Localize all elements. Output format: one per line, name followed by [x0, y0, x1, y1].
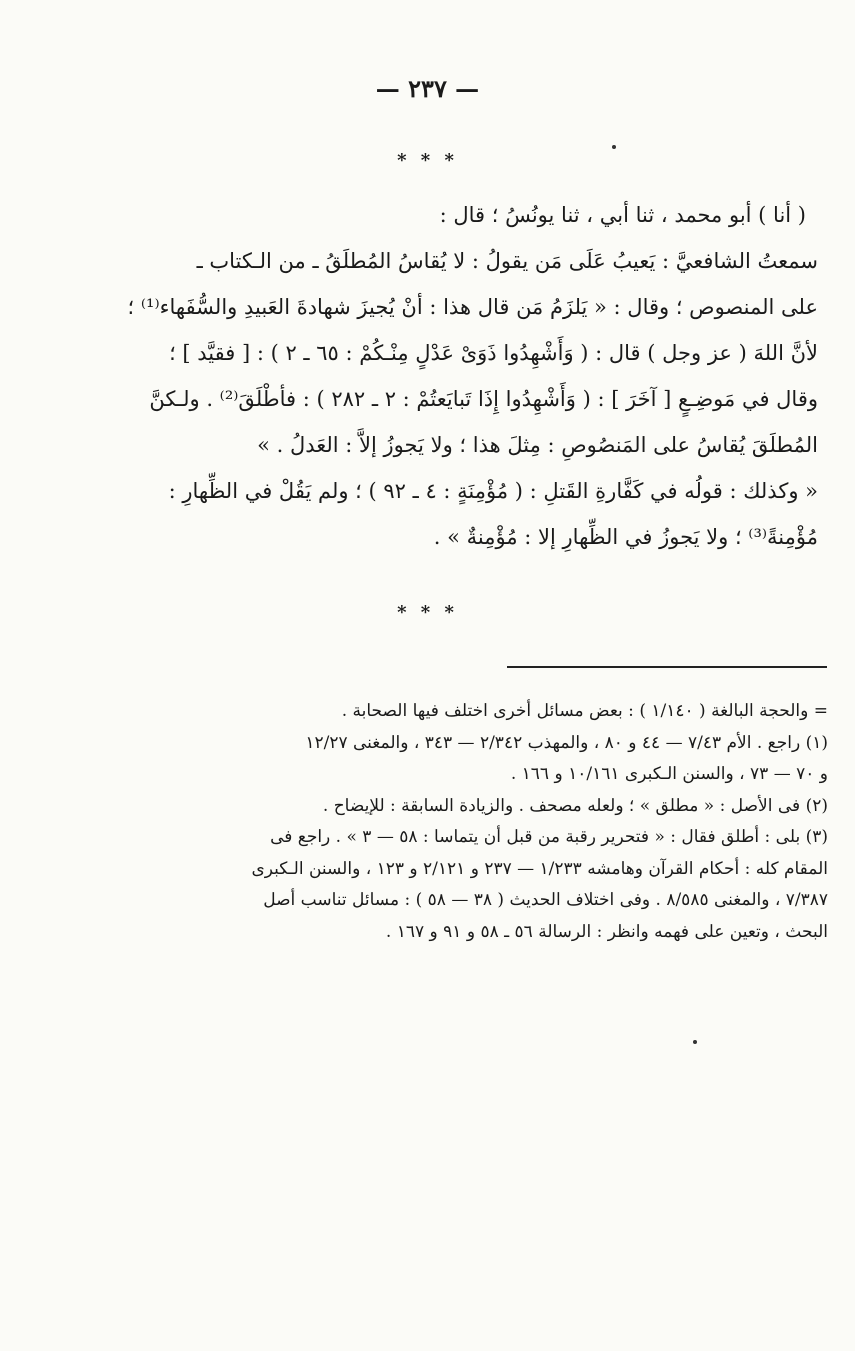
text-line: مُؤْمِنةً⁽³⁾ ؛ ولا يَجوزُ في الظِّهارِ إلا : مُؤْمِنةٌ » . [433, 525, 818, 549]
section-separator: * * * [397, 150, 458, 171]
footnote-line: = والحجة البالغة ( ١/١٤٠ ) : بعض مسائل أخرى اختلف فيها الصحابة . [341, 701, 828, 721]
text-line: « وكذلك : قولُه في كَفَّارةِ القَتلِ : ( مُؤْمِنَةٍ : ٤ ـ ٩٢ ) ؛ ولم يَقُلْ في الظِّهارِ : [168, 479, 818, 503]
page-number: — ٢٣٧ — [375, 74, 480, 103]
footnote-line: المقام كله : أحكام القرآن وهامشه ١/٢٣٣ — ٢٣٧ و ٢/١٢١ و ١٢٣ ، والسنن الـكبرى [251, 858, 828, 879]
text-line: المُطلَقَ يُقاسُ على المَنصُوصِ : مِثلَ هذا ؛ ولا يَجوزُ إلاَّ : العَدلُ . » [257, 433, 818, 457]
footnote-line: (١) راجع . الأم ٧/٤٣ — ٤٤ و ٨٠ ، والمهذب ٢/٣٤٢ — ٣٤٣ ، والمغنى ١٢/٢٧ [305, 732, 828, 753]
text-line: وقال في مَوضِـعٍ [ آخَرَ ] : ( وَأَشْهِدُوا إِذَا تَبايَعتُمْ : ٢ ـ ٢٨٢ ) : فأطْلَقَ⁽²⁾ . ولـكنَّ [149, 387, 818, 411]
section-separator: * * * [397, 602, 458, 623]
footnote-rule [507, 666, 827, 668]
footnote-line: البحث ، وتعين على فهمه وانظر : الرسالة ٥٦ ـ ٥٨ و ٩١ و ١٦٧ . [385, 921, 828, 942]
text-line: لأنَّ اللهَ ( عز وجل ) قال : ( وَأَشْهِدُوا ذَوَىْ عَدْلٍ مِنْـكُمْ : ٦٥ ـ ٢ ) : [ فقيَّد ] ؛ [169, 341, 818, 365]
text-line: على المنصوص ؛ وقال : « يَلزَمُ مَن قال هذا : أنْ يُجيزَ شهادةَ العَبيدِ والسُّفَهاء⁽¹⁾ ؛ [128, 295, 818, 319]
text-line: ( أنا ) أبو محمد ، ثنا أبي ، ثنا يونُسُ ؛ قال : [439, 203, 806, 227]
main-text [128, 192, 818, 560]
text-line: سمعتُ الشافعيَّ : يَعيبُ عَلَى مَن يقولُ : لا يُقاسُ المُطلَقُ ـ من الـكتاب ـ [196, 249, 818, 273]
ink-speck [612, 145, 616, 149]
footnotes [128, 696, 828, 948]
footnote-line: (٢) فى الأصل : « مطلق » ؛ ولعله مصحف . والزيادة السابقة : للإيضاح . [322, 795, 828, 816]
footnote-line: (٣) بلى : أطلق فقال : « فتحرير رقبة من قبل أن يتماسا : ٥٨ — ٣ » . راجع فى [270, 827, 828, 847]
footnote-line: و ٧٠ — ٧٣ ، والسنن الـكبرى ١٠/١٦١ و ١٦٦ . [510, 764, 828, 784]
ink-speck [693, 1040, 697, 1044]
footnote-line: ٧/٣٨٧ ، والمغنى ٨/٥٨٥ . وفى اختلاف الحديث ( ٣٨ — ٥٨ ) : مسائل تناسب أصل [263, 890, 828, 910]
